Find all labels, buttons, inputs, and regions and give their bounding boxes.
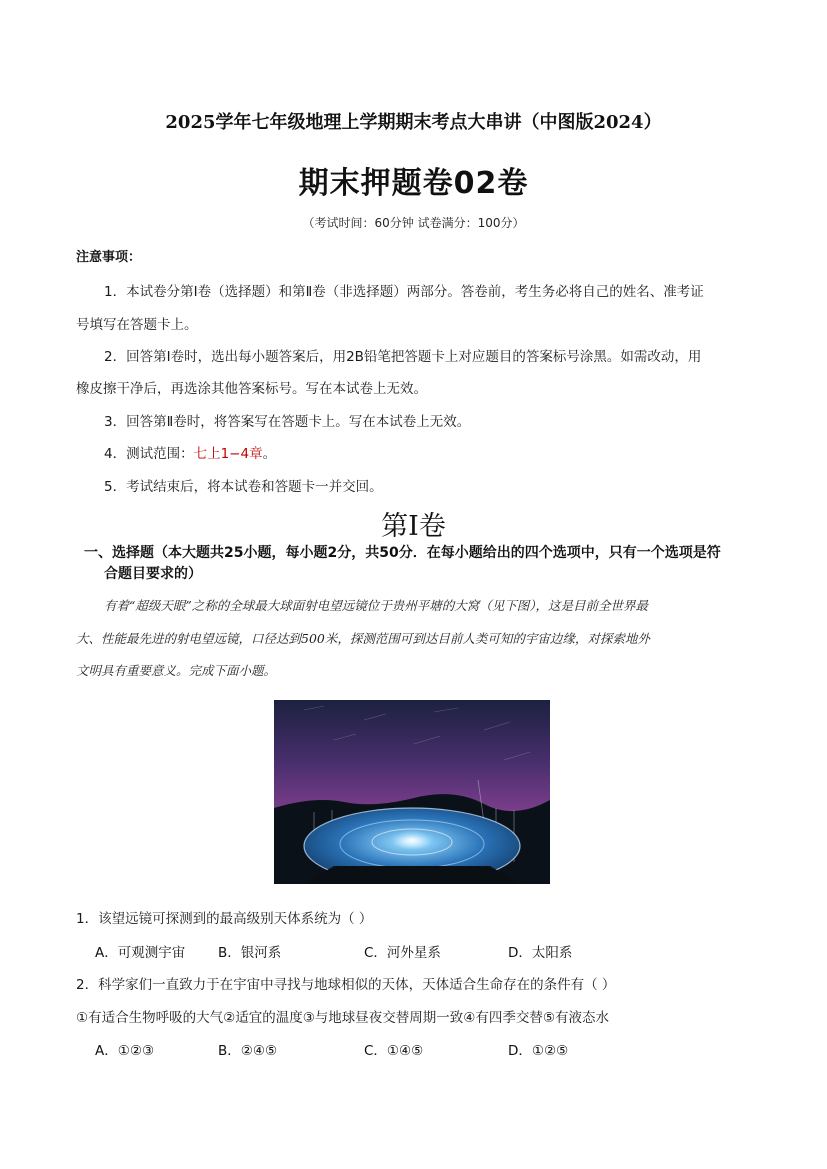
choice-section-heading — [84, 543, 764, 585]
section-title: 第Ⅰ卷 — [381, 511, 446, 542]
passage-line-1: 有着“超级天眼”之称的全球最大球面射电望远镜位于贵州平塘的大窝（见下图），这是目前全世界最 — [104, 598, 649, 613]
question-2-stem: 2．科学家们一直致力于在宇宙中寻找与地球相似的天体，天体适合生命存在的条件有（ ） — [76, 977, 616, 993]
question-1-option-c[interactable]: C．河外星系 — [364, 945, 441, 961]
exam-time-score-info: （考试时间：60分钟 试卷满分：100分） — [302, 216, 525, 230]
question-1-option-a[interactable]: A．可观测宇宙 — [95, 945, 186, 961]
notice-item-4-prefix: 4．测试范围： — [104, 446, 194, 462]
notice-item-4 — [104, 442, 276, 462]
question-2-option-d[interactable]: D．①②⑤ — [508, 1043, 569, 1059]
notice-item-1-line-1: 1．本试卷分第Ⅰ卷（选择题）和第Ⅱ卷（非选择题）两部分。答卷前，考生务必将自己的姓名、准考证 — [104, 284, 704, 300]
notice-item-2-line-2: 橡皮擦干净后，再选涂其他答案标号。写在本试卷上无效。 — [76, 381, 427, 397]
choice-section-heading-line-2: 合题目要求的） — [104, 566, 202, 582]
test-range: 七上1−4章 — [193, 446, 263, 462]
notice-item-3: 3．回答第Ⅱ卷时，将答案写在答题卡上。写在本试卷上无效。 — [104, 414, 471, 430]
question-1-option-b[interactable]: B．银河系 — [218, 945, 282, 961]
question-2-option-a[interactable]: A．①②③ — [95, 1043, 155, 1059]
question-1-option-d[interactable]: D．太阳系 — [508, 945, 573, 961]
notice-item-2-line-1: 2．回答第Ⅰ卷时，选出每小题答案后，用2B铅笔把答题卡上对应题目的答案标号涂黑。如需改动，用 — [104, 349, 702, 365]
question-2-option-b[interactable]: B．②④⑤ — [218, 1043, 278, 1059]
notice-heading: 注意事项： — [76, 250, 142, 265]
question-1-stem: 1．该望远镜可探测到的最高级别天体系统为（ ） — [76, 911, 373, 927]
exam-paper-title: 期末押题卷02卷 — [298, 166, 529, 201]
question-2-conditions: ①有适合生物呼吸的大气②适宜的温度③与地球昼夜交替周期一致④有四季交替⑤有液态水 — [76, 1010, 610, 1026]
question-2-option-c[interactable]: C．①④⑤ — [364, 1043, 424, 1059]
notice-item-5: 5．考试结束后，将本试卷和答题卡一并交回。 — [104, 479, 383, 495]
fast-telescope-photo — [274, 700, 550, 884]
exam-series-title: 2025学年七年级地理上学期期末考点大串讲（中图版2024） — [165, 112, 662, 133]
passage-line-2: 大、性能最先进的射电望远镜，口径达到500米，探测范围可到达目前人类可知的宇宙边缘，对探索地外 — [76, 631, 650, 646]
passage-line-3: 文明具有重要意义。完成下面小题。 — [76, 663, 277, 678]
notice-item-4-suffix: 。 — [262, 446, 277, 462]
notice-item-1-line-2: 号填写在答题卡上。 — [76, 317, 198, 333]
choice-section-heading-line-1: 一、选择题（本大题共25小题，每小题2分，共50分．在每小题给出的四个选项中，只有一个选项是符 — [84, 545, 721, 561]
